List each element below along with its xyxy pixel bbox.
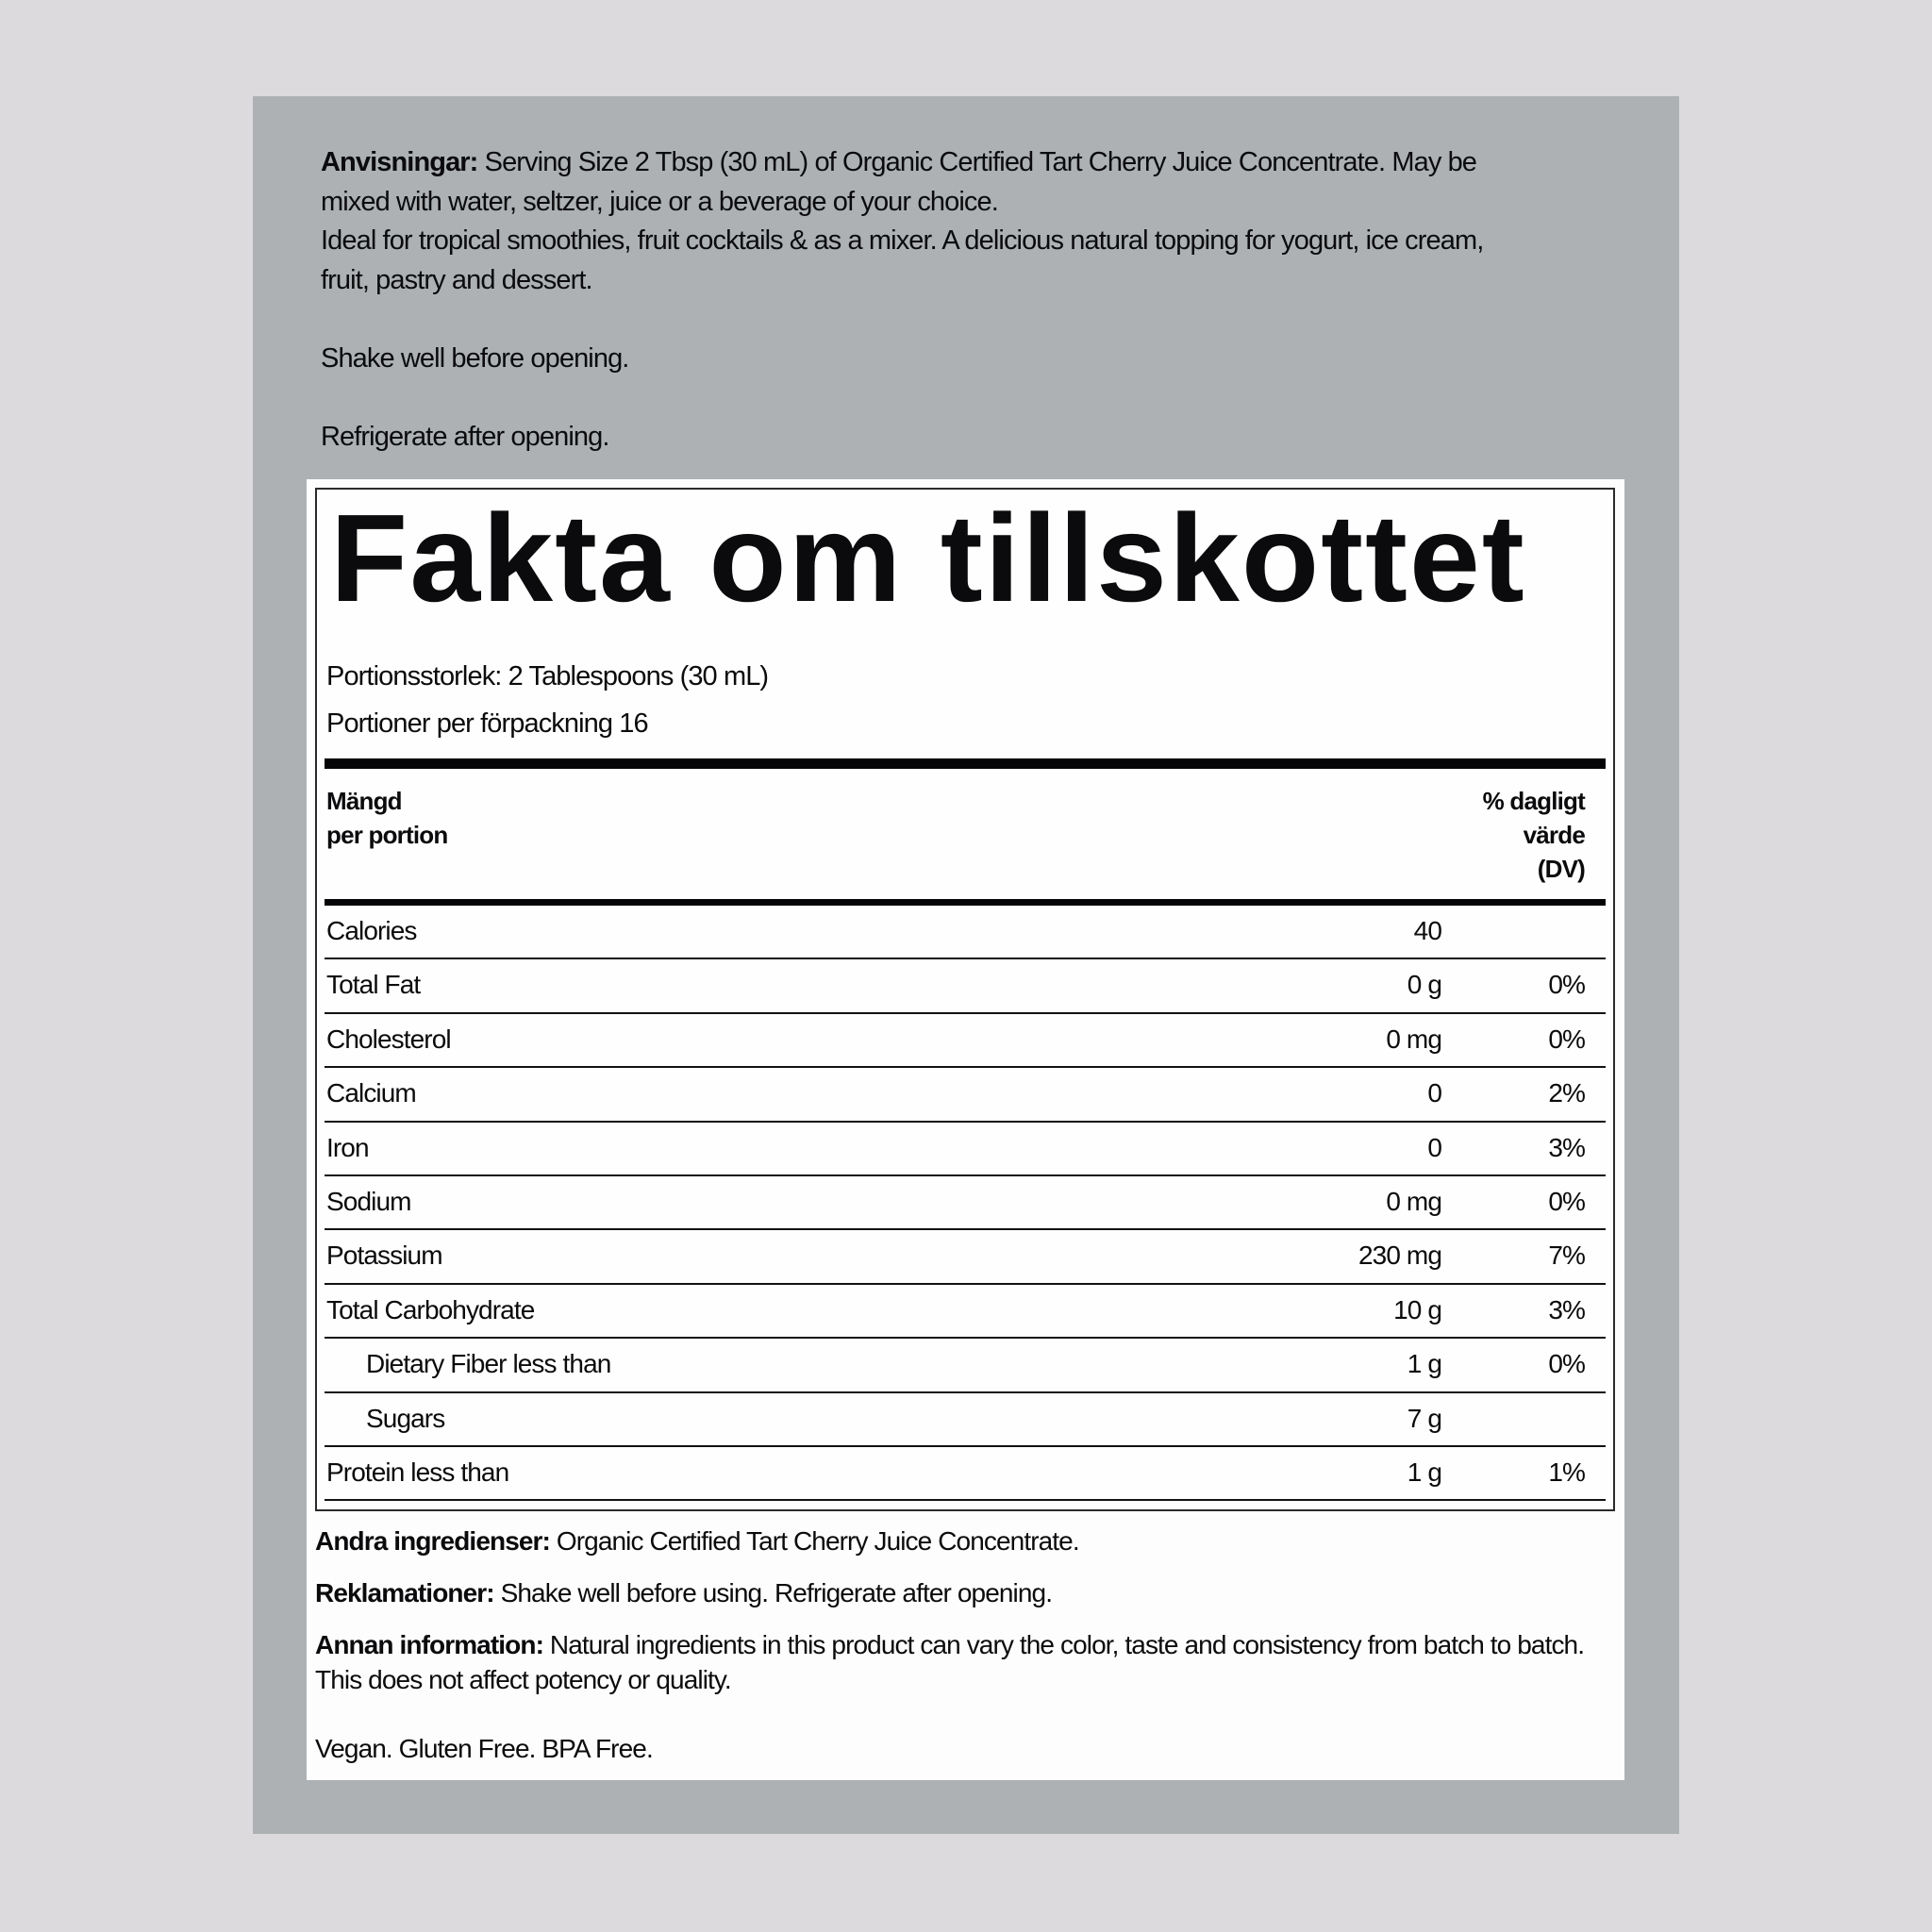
nutrient-name: Calcium — [326, 1078, 416, 1108]
header-per-portion: per portion — [326, 821, 448, 849]
nutrient-dv: 7% — [1548, 1241, 1585, 1271]
table-row — [325, 1176, 1606, 1230]
table-row — [325, 1123, 1606, 1176]
shake-instruction: Shake well before opening. — [321, 342, 629, 374]
other-ingredients-label: Andra ingredienser: — [315, 1526, 550, 1556]
directions-line-4: fruit, pastry and dessert. — [321, 264, 592, 295]
nutrient-dv: 2% — [1548, 1078, 1585, 1108]
nutrient-amount: 0 — [1427, 1132, 1441, 1162]
table-row — [325, 1230, 1606, 1284]
nutrient-amount: 0 mg — [1386, 1186, 1441, 1216]
nutrient-amount: 0 g — [1407, 970, 1441, 1000]
nutrient-dv: 0% — [1548, 970, 1585, 1000]
nutrient-amount: 1 g — [1407, 1457, 1441, 1487]
nutrient-name: Iron — [326, 1132, 369, 1162]
header-dv: (DV) — [1537, 855, 1585, 883]
table-row — [325, 1447, 1606, 1501]
nutrient-amount: 1 g — [1407, 1349, 1441, 1379]
thick-divider — [325, 758, 1606, 769]
other-info-label: Annan information: — [315, 1630, 543, 1659]
label-footer — [315, 1524, 1607, 1783]
dietary-badges: Vegan. Gluten Free. BPA Free. — [315, 1734, 653, 1763]
table-row — [325, 1014, 1606, 1068]
thick-divider — [325, 899, 1606, 906]
nutrient-dv: 1% — [1548, 1457, 1585, 1487]
header-value: värde — [1523, 821, 1585, 849]
daily-value-header — [1483, 784, 1585, 886]
directions-line-3: Ideal for tropical smoothies, fruit cocktails & as a mixer. A delicious natural topping for yogurt, ice cream, — [321, 225, 1484, 256]
table-row — [325, 959, 1606, 1013]
nutrient-name: Total Fat — [326, 970, 421, 1000]
nutrient-dv: 3% — [1548, 1294, 1585, 1324]
directions-text-1: Serving Size 2 Tbsp (30 mL) of Organic Certified Tart Cherry Juice Concentrate. May be — [484, 147, 1477, 177]
claims — [315, 1575, 1607, 1610]
nutrient-amount: 7 g — [1407, 1403, 1441, 1433]
directions-line-2: mixed with water, seltzer, juice or a beverage of your choice. — [321, 186, 998, 217]
table-row — [325, 1393, 1606, 1447]
refrigerate-instruction: Refrigerate after opening. — [321, 421, 609, 452]
amount-per-serving-header — [326, 784, 447, 852]
other-info-text-2: This does not affect potency or quality. — [315, 1665, 731, 1694]
servings-per-container: Portioner per förpackning 16 — [326, 708, 648, 739]
table-row — [325, 1339, 1606, 1392]
header-amount: Mängd — [326, 787, 402, 815]
nutrient-name: Sodium — [326, 1186, 411, 1216]
directions-section — [321, 143, 1623, 457]
table-row — [325, 906, 1606, 959]
directions-line-1 — [321, 143, 1623, 183]
claims-text: Shake well before using. Refrigerate after opening. — [500, 1578, 1053, 1607]
serving-size: Portionsstorlek: 2 Tablespoons (30 mL) — [326, 661, 769, 691]
nutrient-name: Calories — [326, 916, 417, 945]
spacer — [321, 300, 1623, 340]
nutrient-dv: 0% — [1548, 1024, 1585, 1054]
nutrient-amount: 0 mg — [1386, 1024, 1441, 1054]
table-row — [325, 1285, 1606, 1339]
facts-title: Fakta om tillskottet — [330, 489, 1526, 627]
nutrient-amount: 0 — [1427, 1078, 1441, 1108]
other-ingredients-text: Organic Certified Tart Cherry Juice Concentrate. — [556, 1526, 1079, 1556]
nutrient-amount: 10 g — [1393, 1294, 1441, 1324]
nutrient-dv: 0% — [1548, 1186, 1585, 1216]
nutrient-dv: 3% — [1548, 1132, 1585, 1162]
directions-label: Anvisningar: — [321, 147, 478, 177]
nutrient-amount: 230 mg — [1358, 1241, 1441, 1271]
spacer — [321, 378, 1623, 418]
claims-label: Reklamationer: — [315, 1578, 494, 1607]
nutrient-dv: 0% — [1548, 1349, 1585, 1379]
other-info-text-1: Natural ingredients in this product can vary the color, taste and consistency from batch to batch. — [549, 1630, 1585, 1659]
other-ingredients — [315, 1524, 1607, 1558]
nutrient-name: Protein less than — [326, 1457, 509, 1487]
table-row — [325, 1068, 1606, 1122]
nutrient-table — [325, 906, 1606, 1501]
spacer — [315, 1697, 1607, 1731]
other-information — [315, 1627, 1607, 1697]
header-percent-daily: % dagligt — [1482, 787, 1585, 815]
nutrient-amount: 40 — [1413, 916, 1441, 945]
nutrient-name: Potassium — [326, 1241, 442, 1271]
nutrient-name: Cholesterol — [326, 1024, 451, 1054]
supplement-facts-box — [315, 488, 1615, 1511]
nutrient-name: Dietary Fiber less than — [366, 1349, 611, 1379]
nutrient-name: Sugars — [366, 1403, 445, 1433]
nutrient-name: Total Carbohydrate — [326, 1294, 535, 1324]
